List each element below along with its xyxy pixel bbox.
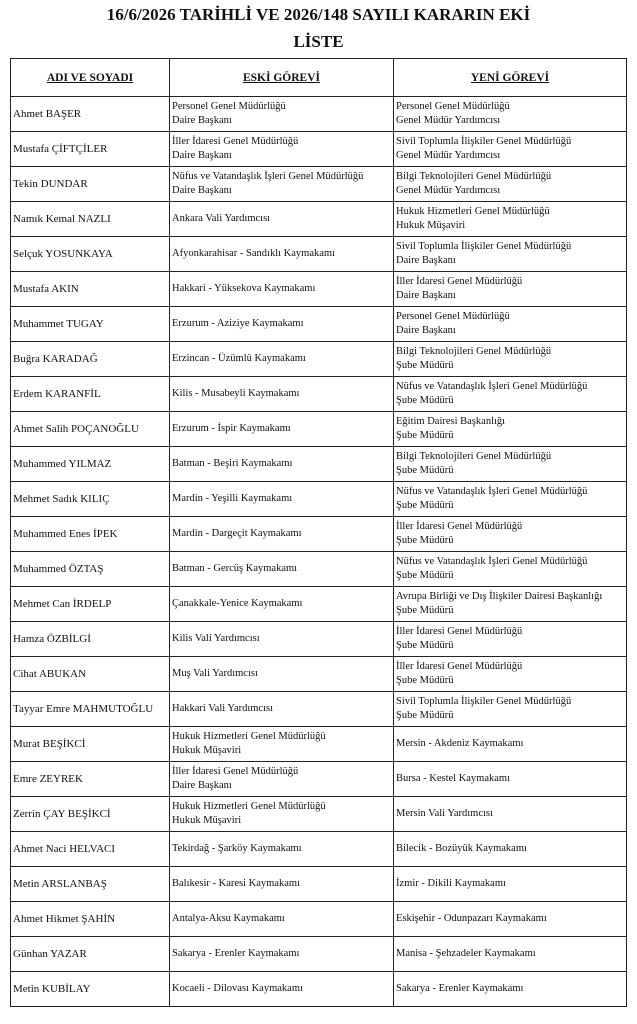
- table-row: [11, 272, 627, 307]
- new-duty-cell: [394, 762, 627, 797]
- old-duty-line: Sakarya - Erenler Kaymakamı: [172, 948, 300, 959]
- new-duty-cell: [394, 482, 627, 517]
- new-duty-line: Genel Müdür Yardımcısı: [396, 185, 501, 196]
- old-duty-cell: [170, 972, 394, 1007]
- table-row: [11, 657, 627, 692]
- name-cell: Ahmet Hikmet ŞAHİN: [11, 902, 170, 937]
- name-cell: Muhammed ÖZTAŞ: [11, 552, 170, 587]
- old-duty-line: Balıkesir - Karesi Kaymakamı: [172, 878, 300, 889]
- table-row: [11, 937, 627, 972]
- header-new-duty: YENİ GÖREVİ: [394, 59, 627, 97]
- old-duty-cell: [170, 412, 394, 447]
- old-duty-line: Mardin - Dargeçit Kaymakamı: [172, 528, 302, 539]
- new-duty-line: Daire Başkanı: [396, 325, 456, 336]
- new-duty-cell: [394, 552, 627, 587]
- name-cell: Ahmet Naci HELVACI: [11, 832, 170, 867]
- table-row: [11, 202, 627, 237]
- new-duty-cell: [394, 657, 627, 692]
- old-duty-cell: [170, 202, 394, 237]
- name-cell: Hamza ÖZBİLGİ: [11, 622, 170, 657]
- new-duty-cell: [394, 797, 627, 832]
- old-duty-line: Hakkari - Yüksekova Kaymakamı: [172, 283, 316, 294]
- new-duty-line: Bilecik - Bozüyük Kaymakamı: [396, 843, 527, 854]
- new-duty-line: Şube Müdürü: [396, 640, 454, 651]
- old-duty-line: Batman - Gercüş Kaymakamı: [172, 563, 298, 574]
- new-duty-line: Genel Müdür Yardımcısı: [396, 115, 501, 126]
- old-duty-cell: [170, 167, 394, 202]
- old-duty-cell: [170, 937, 394, 972]
- new-duty-line: Sivil Toplumla İlişkiler Genel Müdürlüğü: [396, 136, 572, 147]
- table-row: [11, 307, 627, 342]
- old-duty-line: Çanakkale-Yenice Kaymakamı: [172, 598, 303, 609]
- new-duty-line: Eskişehir - Odunpazarı Kaymakamı: [396, 913, 547, 924]
- new-duty-line: Daire Başkanı: [396, 290, 456, 301]
- new-duty-cell: [394, 867, 627, 902]
- new-duty-line: Şube Müdürü: [396, 500, 454, 511]
- name-cell: Muhammet TUGAY: [11, 307, 170, 342]
- new-duty-line: Nüfus ve Vatandaşlık İşleri Genel Müdürlüğü: [396, 486, 588, 497]
- new-duty-line: İller İdaresi Genel Müdürlüğü: [396, 521, 523, 532]
- new-duty-cell: [394, 972, 627, 1007]
- new-duty-line: Şube Müdürü: [396, 465, 454, 476]
- name-cell: Namık Kemal NAZLI: [11, 202, 170, 237]
- assignment-table: [10, 58, 627, 1007]
- new-duty-line: İller İdaresi Genel Müdürlüğü: [396, 276, 523, 287]
- new-duty-line: Sakarya - Erenler Kaymakamı: [396, 983, 524, 994]
- old-duty-cell: [170, 342, 394, 377]
- old-duty-cell: [170, 832, 394, 867]
- old-duty-cell: [170, 692, 394, 727]
- new-duty-line: Personel Genel Müdürlüğü: [396, 101, 510, 112]
- old-duty-line: Erzurum - İspir Kaymakamı: [172, 423, 291, 434]
- new-duty-line: Hukuk Hizmetleri Genel Müdürlüğü: [396, 206, 550, 217]
- new-duty-line: Personel Genel Müdürlüğü: [396, 311, 510, 322]
- new-duty-line: Sivil Toplumla İlişkiler Genel Müdürlüğü: [396, 241, 572, 252]
- table-row: [11, 587, 627, 622]
- name-cell: Tayyar Emre MAHMUTOĞLU: [11, 692, 170, 727]
- old-duty-line: Hakkari Vali Yardımcısı: [172, 703, 274, 714]
- title-line-2: LİSTE: [293, 32, 344, 51]
- header-old-duty: ESKİ GÖREVİ: [170, 59, 394, 97]
- new-duty-line: Şube Müdürü: [396, 710, 454, 721]
- old-duty-line: Erzincan - Üzümlü Kaymakamı: [172, 353, 306, 364]
- new-duty-cell: [394, 97, 627, 132]
- new-duty-cell: [394, 132, 627, 167]
- old-duty-cell: [170, 552, 394, 587]
- table-row: [11, 482, 627, 517]
- old-duty-cell: [170, 727, 394, 762]
- new-duty-line: Bilgi Teknolojileri Genel Müdürlüğü: [396, 451, 552, 462]
- table-row: [11, 902, 627, 937]
- new-duty-cell: [394, 447, 627, 482]
- new-duty-cell: [394, 377, 627, 412]
- name-cell: Metin KUBİLAY: [11, 972, 170, 1007]
- new-duty-line: Şube Müdürü: [396, 605, 454, 616]
- new-duty-cell: [394, 272, 627, 307]
- new-duty-line: Şube Müdürü: [396, 570, 454, 581]
- new-duty-cell: [394, 587, 627, 622]
- new-duty-line: Bilgi Teknolojileri Genel Müdürlüğü: [396, 171, 552, 182]
- table-row: [11, 517, 627, 552]
- old-duty-line: Nüfus ve Vatandaşlık İşleri Genel Müdürlüğü: [172, 171, 364, 182]
- old-duty-cell: [170, 307, 394, 342]
- old-duty-cell: [170, 902, 394, 937]
- new-duty-cell: [394, 727, 627, 762]
- table-row: [11, 237, 627, 272]
- old-duty-line: Hukuk Müşaviri: [172, 745, 242, 756]
- table-row: [11, 867, 627, 902]
- table-row: [11, 342, 627, 377]
- new-duty-cell: [394, 902, 627, 937]
- new-duty-line: Sivil Toplumla İlişkiler Genel Müdürlüğü: [396, 696, 572, 707]
- old-duty-line: Daire Başkanı: [172, 780, 232, 791]
- new-duty-line: Genel Müdür Yardımcısı: [396, 150, 501, 161]
- table-row: [11, 132, 627, 167]
- table-row: [11, 832, 627, 867]
- old-duty-cell: [170, 762, 394, 797]
- name-cell: Mustafa ÇİFTÇİLER: [11, 132, 170, 167]
- old-duty-line: Erzurum - Aziziye Kaymakamı: [172, 318, 304, 329]
- table-body: [11, 97, 627, 1007]
- new-duty-line: İller İdaresi Genel Müdürlüğü: [396, 661, 523, 672]
- old-duty-cell: [170, 237, 394, 272]
- new-duty-cell: [394, 307, 627, 342]
- name-cell: Buğra KARADAĞ: [11, 342, 170, 377]
- old-duty-line: Muş Vali Yardımcısı: [172, 668, 258, 679]
- old-duty-cell: [170, 587, 394, 622]
- new-duty-line: İller İdaresi Genel Müdürlüğü: [396, 626, 523, 637]
- table-row: [11, 727, 627, 762]
- new-duty-cell: [394, 202, 627, 237]
- old-duty-cell: [170, 657, 394, 692]
- name-cell: Ahmet Salih POÇANOĞLU: [11, 412, 170, 447]
- name-cell: Mustafa AKIN: [11, 272, 170, 307]
- title-line-1: 16/6/2026 TARİHLİ VE 2026/148 SAYILI KARARIN EKİ: [106, 5, 531, 24]
- new-duty-cell: [394, 412, 627, 447]
- table-row: [11, 447, 627, 482]
- old-duty-line: Batman - Beşiri Kaymakamı: [172, 458, 293, 469]
- table-row: [11, 412, 627, 447]
- table-row: [11, 762, 627, 797]
- table-row: [11, 552, 627, 587]
- new-duty-line: Avrupa Birliği ve Dış İlişkiler Dairesi Başkanlığı: [396, 591, 603, 602]
- name-cell: Mehmet Can İRDELP: [11, 587, 170, 622]
- name-cell: Selçuk YOSUNKAYA: [11, 237, 170, 272]
- old-duty-line: Tekirdağ - Şarköy Kaymakamı: [172, 843, 302, 854]
- new-duty-line: Manisa - Şehzadeler Kaymakamı: [396, 948, 536, 959]
- old-duty-cell: [170, 377, 394, 412]
- name-cell: Zerrin ÇAY BEŞİKCİ: [11, 797, 170, 832]
- new-duty-cell: [394, 937, 627, 972]
- old-duty-cell: [170, 622, 394, 657]
- old-duty-line: Hukuk Hizmetleri Genel Müdürlüğü: [172, 801, 326, 812]
- new-duty-cell: [394, 237, 627, 272]
- name-cell: Ahmet BAŞER: [11, 97, 170, 132]
- new-duty-line: Eğitim Dairesi Başkanlığı: [396, 416, 506, 427]
- old-duty-line: İller İdaresi Genel Müdürlüğü: [172, 766, 299, 777]
- old-duty-cell: [170, 132, 394, 167]
- name-cell: Metin ARSLANBAŞ: [11, 867, 170, 902]
- name-cell: Günhan YAZAR: [11, 937, 170, 972]
- table-row: [11, 797, 627, 832]
- old-duty-line: Mardin - Yeşilli Kaymakamı: [172, 493, 293, 504]
- new-duty-line: Hukuk Müşaviri: [396, 220, 466, 231]
- old-duty-line: Daire Başkanı: [172, 150, 232, 161]
- header-name: ADI VE SOYADI: [11, 59, 170, 97]
- table-row: [11, 167, 627, 202]
- new-duty-line: Şube Müdürü: [396, 535, 454, 546]
- old-duty-cell: [170, 797, 394, 832]
- new-duty-line: Bursa - Kestel Kaymakamı: [396, 773, 511, 784]
- new-duty-line: Şube Müdürü: [396, 360, 454, 371]
- old-duty-cell: [170, 517, 394, 552]
- new-duty-line: Nüfus ve Vatandaşlık İşleri Genel Müdürlüğü: [396, 556, 588, 567]
- new-duty-line: Şube Müdürü: [396, 395, 454, 406]
- new-duty-line: İzmir - Dikili Kaymakamı: [396, 878, 506, 889]
- table-header: [11, 59, 627, 97]
- old-duty-cell: [170, 867, 394, 902]
- old-duty-cell: [170, 482, 394, 517]
- name-cell: Cihat ABUKAN: [11, 657, 170, 692]
- old-duty-line: Antalya-Aksu Kaymakamı: [172, 913, 285, 924]
- name-cell: Muhammed Enes İPEK: [11, 517, 170, 552]
- old-duty-cell: [170, 447, 394, 482]
- document-title: [0, 0, 637, 55]
- new-duty-cell: [394, 692, 627, 727]
- new-duty-cell: [394, 167, 627, 202]
- new-duty-line: Nüfus ve Vatandaşlık İşleri Genel Müdürlüğü: [396, 381, 588, 392]
- old-duty-cell: [170, 97, 394, 132]
- new-duty-cell: [394, 517, 627, 552]
- name-cell: Muhammed YILMAZ: [11, 447, 170, 482]
- name-cell: Mehmet Sadık KILIÇ: [11, 482, 170, 517]
- old-duty-line: Daire Başkanı: [172, 185, 232, 196]
- old-duty-line: Afyonkarahisar - Sandıklı Kaymakamı: [172, 248, 335, 259]
- name-cell: Erdem KARANFİL: [11, 377, 170, 412]
- old-duty-line: Hukuk Hizmetleri Genel Müdürlüğü: [172, 731, 326, 742]
- table-row: [11, 972, 627, 1007]
- new-duty-cell: [394, 832, 627, 867]
- old-duty-line: İller İdaresi Genel Müdürlüğü: [172, 136, 299, 147]
- table-row: [11, 692, 627, 727]
- table-row: [11, 622, 627, 657]
- table-row: [11, 97, 627, 132]
- new-duty-line: Şube Müdürü: [396, 430, 454, 441]
- old-duty-line: Hukuk Müşaviri: [172, 815, 242, 826]
- new-duty-line: Şube Müdürü: [396, 675, 454, 686]
- old-duty-cell: [170, 272, 394, 307]
- old-duty-line: Kilis Vali Yardımcısı: [172, 633, 260, 644]
- header-row: [11, 59, 627, 97]
- new-duty-line: Bilgi Teknolojileri Genel Müdürlüğü: [396, 346, 552, 357]
- name-cell: Emre ZEYREK: [11, 762, 170, 797]
- name-cell: Murat BEŞİKCİ: [11, 727, 170, 762]
- old-duty-line: Ankara Vali Yardımcısı: [172, 213, 271, 224]
- new-duty-line: Daire Başkanı: [396, 255, 456, 266]
- new-duty-cell: [394, 622, 627, 657]
- new-duty-line: Mersin - Akdeniz Kaymakamı: [396, 738, 524, 749]
- old-duty-line: Kocaeli - Dilovası Kaymakamı: [172, 983, 303, 994]
- old-duty-line: Personel Genel Müdürlüğü: [172, 101, 286, 112]
- table-row: [11, 377, 627, 412]
- old-duty-line: Daire Başkanı: [172, 115, 232, 126]
- old-duty-line: Kilis - Musabeyli Kaymakamı: [172, 388, 300, 399]
- new-duty-line: Mersin Vali Yardımcısı: [396, 808, 493, 819]
- new-duty-cell: [394, 342, 627, 377]
- name-cell: Tekin DUNDAR: [11, 167, 170, 202]
